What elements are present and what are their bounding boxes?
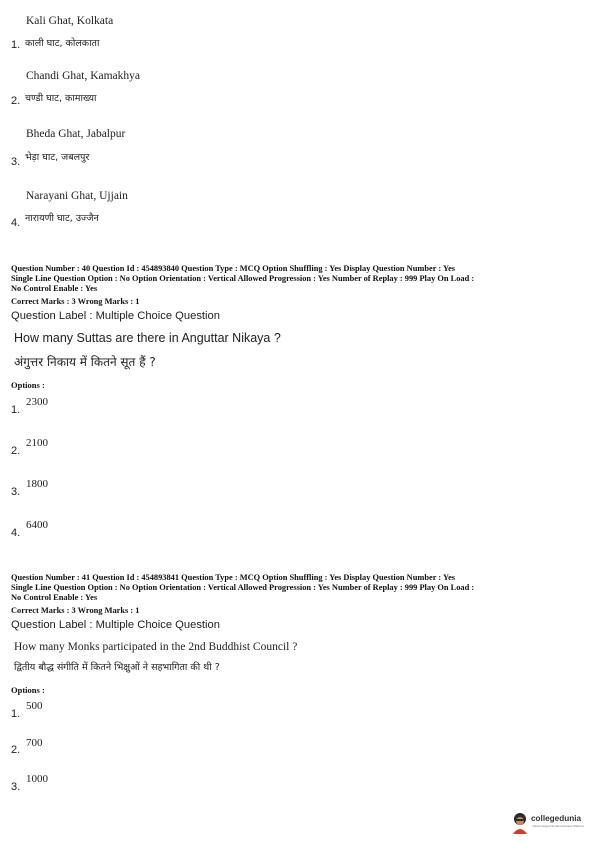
option-4-number: 4. bbox=[11, 217, 21, 229]
q41-option-2-number: 2. bbox=[11, 744, 21, 756]
option-2-english: Chandi Ghat, Kamakhya bbox=[26, 70, 141, 82]
q41-marks: Correct Marks : 3 Wrong Marks : 1 bbox=[11, 606, 140, 615]
q41-option-3-number: 3. bbox=[11, 781, 21, 793]
q40-option-2-number: 2. bbox=[11, 445, 21, 457]
q41-option-1-number: 1. bbox=[11, 708, 21, 720]
option-3-english: Bheda Ghat, Jabalpur bbox=[26, 128, 126, 140]
option-2-number: 2. bbox=[11, 95, 21, 107]
q41-option-1-value: 500 bbox=[26, 700, 43, 712]
mascot-icon bbox=[510, 812, 530, 834]
q40-option-4-value: 6400 bbox=[26, 519, 48, 531]
q40-options-heading: Options : bbox=[11, 380, 45, 390]
option-1-hindi: काली घाट, कोलकाता bbox=[25, 38, 100, 49]
q40-meta-line-3: No Control Enable : Yes bbox=[11, 284, 98, 293]
q40-option-1-number: 1. bbox=[11, 404, 21, 416]
q41-meta-line-3: No Control Enable : Yes bbox=[11, 593, 98, 602]
logo-wordmark: collegedunia bbox=[531, 814, 582, 823]
option-3-number: 3. bbox=[11, 156, 21, 168]
q40-option-4-number: 4. bbox=[11, 527, 21, 539]
option-1-english: Kali Ghat, Kolkata bbox=[26, 15, 114, 27]
logo-tagline: India's largest Student Review Platform bbox=[532, 824, 585, 828]
q41-meta-line-1: Question Number : 41 Question Id : 454893841 Question Type : MCQ Option Shuffling : Yes Display Question Number : Yes bbox=[11, 573, 456, 582]
option-2-hindi: चण्डी घाट, कामाख्या bbox=[25, 93, 97, 104]
q40-question-label: Question Label : Multiple Choice Question bbox=[11, 310, 220, 322]
collegedunia-logo bbox=[510, 812, 590, 834]
q41-options-heading: Options : bbox=[11, 685, 45, 695]
option-4-hindi: नारायणी घाट, उज्जैन bbox=[25, 213, 99, 224]
q41-option-2-value: 700 bbox=[26, 737, 43, 749]
q40-meta-line-1: Question Number : 40 Question Id : 454893840 Question Type : MCQ Option Shuffling : Yes Display Question Number : Yes bbox=[11, 264, 456, 273]
q40-question-hindi: अंगुत्तर निकाय में कितने सूत हैं ? bbox=[14, 355, 156, 369]
q41-option-3-value: 1000 bbox=[26, 773, 48, 785]
option-1-number: 1. bbox=[11, 39, 21, 51]
q40-option-3-number: 3. bbox=[11, 486, 21, 498]
option-4-english: Narayani Ghat, Ujjain bbox=[26, 190, 128, 202]
option-3-hindi: भेड़ा घाट, जबलपुर bbox=[25, 152, 90, 163]
q40-option-2-value: 2100 bbox=[26, 437, 48, 449]
q40-marks: Correct Marks : 3 Wrong Marks : 1 bbox=[11, 297, 140, 306]
q40-option-3-value: 1800 bbox=[26, 478, 48, 490]
q41-meta-line-2: Single Line Question Option : No Option Orientation : Vertical Allowed Progression : Yes Number of Replay : 999 Play On Load : bbox=[11, 583, 475, 592]
q41-question-english: How many Monks participated in the 2nd Buddhist Council ? bbox=[14, 641, 298, 653]
q40-question-english: How many Suttas are there in Anguttar Nikaya ? bbox=[14, 331, 281, 345]
q40-option-1-value: 2300 bbox=[26, 396, 48, 408]
q40-meta-line-2: Single Line Question Option : No Option Orientation : Vertical Allowed Progression : Yes Number of Replay : 999 Play On Load : bbox=[11, 274, 475, 283]
q41-question-hindi: द्वितीय बौद्ध संगीति में कितने भिक्षुओं ने सहभागिता की थी ? bbox=[14, 662, 220, 673]
q41-question-label: Question Label : Multiple Choice Question bbox=[11, 619, 220, 631]
